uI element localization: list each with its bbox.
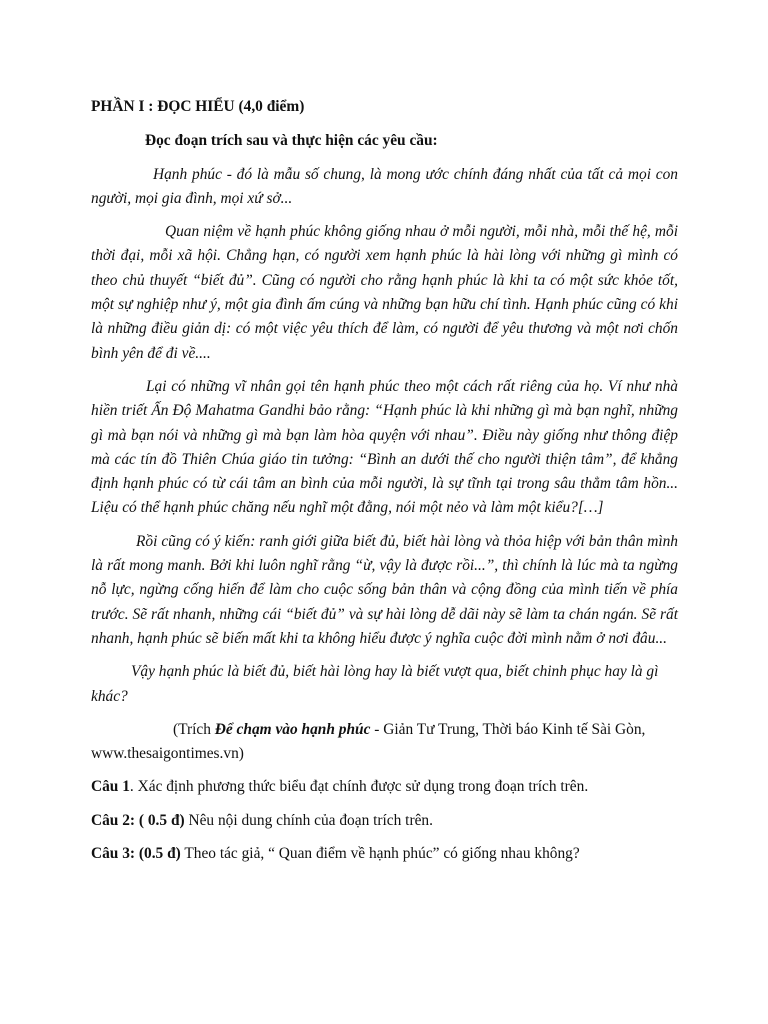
question-1-label: Câu 1 — [91, 778, 130, 796]
question-2-text: Nêu nội dung chính của đoạn trích trên. — [184, 811, 433, 829]
source-prefix: (Trích — [173, 720, 215, 738]
source-title: Để chạm vào hạnh phúc — [214, 720, 371, 738]
passage-paragraph-3: Lại có những vĩ nhân gọi tên hạnh phúc theo một cách rất riêng của họ. Ví như nhà hiền triết Ấn Độ Mahatma Gandhi bảo rằng: “Hạnh phúc là khi những gì mà bạn nghĩ, những gì mà bạn nói và những gì mà bạn làm hòa quyện với nhau”. Điều này giống như thông điệp mà các tín đồ Thiên Chúa giáo tin tưởng: “Bình an dưới thế cho người thiện tâm”, để khẳng định hạnh phúc có từ cái tâm an bình của mỗi người, là sự tĩnh tại trong sâu thẳm tâm hồn... Liệu có thể hạnh phúc chăng nếu nghĩ một đằng, nói một nẻo và làm một kiểu?[…] — [91, 377, 678, 517]
question-3-label: Câu 3: (0.5 đ) — [91, 845, 181, 863]
passage-paragraph-1: Hạnh phúc - đó là mẫu số chung, là mong ước chính đáng nhất của tất cả mọi con người, mọi gia đình, mọi xứ sở... — [91, 165, 678, 207]
passage-paragraph-2: Quan niệm về hạnh phúc không giống nhau ở mỗi người, mỗi nhà, mỗi thế hệ, mỗi thời đại, mỗi xã hội. Chẳng hạn, có người xem hạnh phúc là hài lòng với những gì mình có theo chủ thuyết “biết đủ”. Cũng có người cho rằng hạnh phúc là khi ta có một sức khỏe tốt, một sự nghiệp như ý, một gia đình ấm cúng và những bạn hữu chí tình. Hạnh phúc cũng có khi là những điều giản dị: có một việc yêu thích để làm, có người để yêu thương và một nơi chốn bình yên để đi về.... — [91, 223, 678, 362]
part-heading: PHẦN I : ĐỌC HIỂU (4,0 điểm) — [91, 98, 305, 115]
question-1-text: . Xác định phương thức biểu đạt chính được sử dụng trong đoạn trích trên. — [129, 778, 589, 796]
source-url: www.thesaigontimes.vn) — [91, 745, 244, 763]
source-citation — [91, 718, 678, 767]
question-3-text: Theo tác giả, “ Quan điểm về hạnh phúc” có giống nhau không? — [180, 845, 580, 863]
question-1 — [91, 775, 678, 799]
question-2-label: Câu 2: ( 0.5 đ) — [91, 811, 185, 829]
passage-paragraph-5: Vậy hạnh phúc là biết đủ, biết hài lòng hay là biết vượt qua, biết chinh phục hay là gì khác? — [91, 663, 659, 705]
instruction-text: Đọc đoạn trích sau và thực hiện các yêu cầu: — [145, 132, 438, 150]
source-author: - Giản Tư Trung, Thời báo Kinh tế Sài Gòn, — [370, 720, 646, 738]
question-2 — [91, 809, 678, 833]
question-3 — [91, 842, 678, 866]
passage-paragraph-4: Rồi cũng có ý kiến: ranh giới giữa biết đủ, biết hài lòng và thỏa hiệp với bản thân mình là rất mong manh. Bởi khi luôn nghĩ rằng “ừ, vậy là được rồi...”, thì chính là lúc mà ta ngừng nỗ lực, ngừng cống hiến để làm cho cuộc sống bản thân và cộng đồng của mình tiến về phía trước. Sẽ rất nhanh, những cái “biết đủ” và sự hài lòng dễ dãi này sẽ làm ta chán ngán. Sẽ rất nhanh, hạnh phúc sẽ biến mất khi ta không hiểu được ý nghĩa cuộc đời mình nằm ở nơi đâu... — [91, 532, 678, 647]
